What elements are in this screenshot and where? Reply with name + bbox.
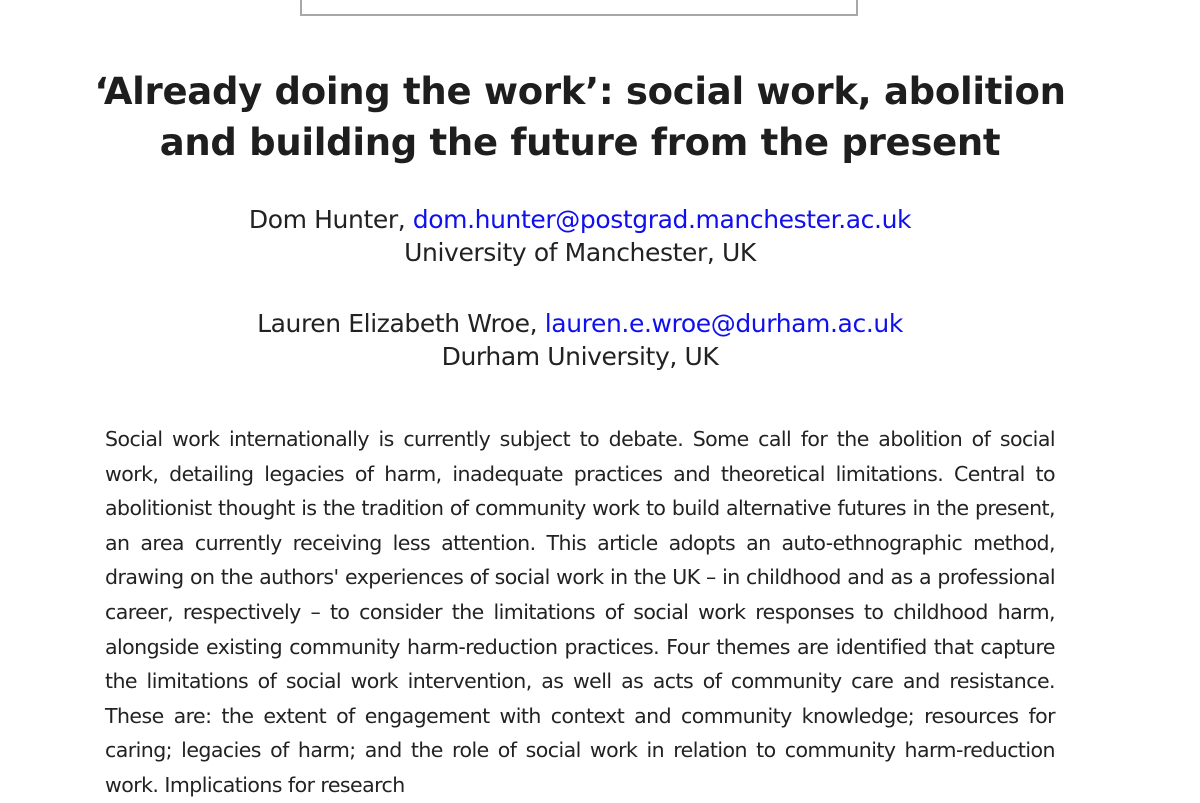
author-affiliation-2: Durham University, UK: [441, 342, 719, 371]
paper-title: ‘Already doing the work’: social work, abolition and building the future from the present: [94, 70, 1066, 164]
header-frame: [300, 0, 858, 16]
author-affiliation-1: University of Manchester, UK: [404, 238, 756, 267]
author-email-link-1[interactable]: dom.hunter@postgrad.manchester.ac.uk: [412, 205, 912, 234]
author-block-2: [0, 307, 1160, 373]
author-name-2: Lauren Elizabeth Wroe,: [257, 309, 538, 338]
author-line-1: [0, 203, 1160, 236]
author-email-link-2[interactable]: lauren.e.wroe@durham.ac.uk: [544, 309, 903, 338]
abstract-text: Social work internationally is currently subject to debate. Some call for the abolition of social work, detailing legacies of harm, inadequate practices and theoretical limitations. Central to abolitionist thought is the tradition of community work to build alternative futures in the present, an area currently receiving less attention. This article adopts an auto-ethnographic method, drawing on the authors' experiences of social work in the UK – in childhood and as a professional career, respectively – to consider the limitations of social work responses to childhood harm, alongside existing community harm-reduction practices. Four themes are identified that capture the limitations of social work intervention, as well as acts of community care and resistance. These are: the extent of engagement with context and community knowledge; resources for caring; legacies of harm; and the role of social work in relation to community harm-reduction work. Implications for research: [105, 427, 1055, 797]
author-block-1: [0, 203, 1160, 269]
author-name-1: Dom Hunter,: [248, 205, 406, 234]
author-line-2: [0, 307, 1160, 340]
